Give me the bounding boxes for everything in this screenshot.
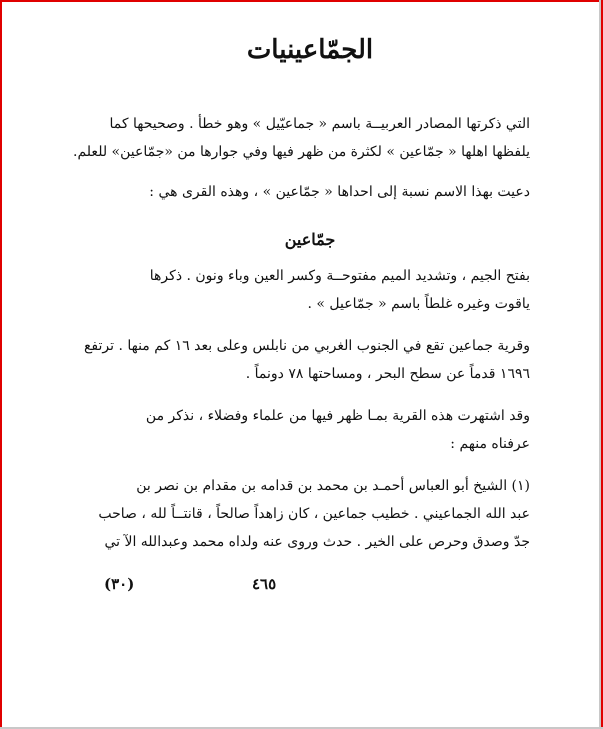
text-line: عبد الله الجماعيني . خطيب جماعين ، كان زاهداً صالحاً ، قانتــاً لله ، صاحب <box>98 506 530 522</box>
text-line: دعيت بهذا الاسم نسبة إلى احداها « جمّاعين » ، وهذه القرى هي : <box>149 184 530 200</box>
text-line: ١٦٩٦ قدماً عن سطح البحر ، ومساحتها ٧٨ دونماً . <box>245 366 530 382</box>
villages-paragraph <box>90 178 530 206</box>
sequence-number: (٣٠) <box>104 575 135 593</box>
text-line: التي ذكرتها المصادر العربيــة باسم « جماعيّيل » وهو خطأ . وصحيحها كما <box>109 116 530 132</box>
text-line: بفتح الجيم ، وتشديد الميم مفتوحــة وكسر العين وباء ونون . ذكرها <box>149 268 530 284</box>
location-paragraph <box>83 332 530 388</box>
scrollbar-edge <box>599 0 601 729</box>
text-line: وقرية جماعين تقع في الجنوب الغربي من نابلس وعلى بعد ١٦ كم منها . ترتفع <box>83 338 530 354</box>
pronunciation-paragraph <box>90 262 530 318</box>
text-line: جدّ وصدق وحرص على الخير . حدث وروى عنه ولداه محمد وعبدالله الآ تي <box>104 534 530 550</box>
biography-paragraph <box>90 472 530 556</box>
text-line: (١) الشيخ أبو العباس أحمـد بن محمد بن قدامه بن مقدام بن نصر بن <box>136 478 530 494</box>
text-line: عرفناه منهم : <box>450 436 530 452</box>
page-number: ٤٦٥ <box>252 575 277 593</box>
text-line: وقد اشتهرت هذه القرية بمـا ظهر فيها من علماء وفضلاء ، نذكر من <box>145 408 530 424</box>
text-line: يلفظها اهلها « جمّاعين » لكثرة من ظهر فيها وفي جوارها من «جمّاعين» للعلم. <box>73 144 530 160</box>
intro-paragraph <box>73 110 530 166</box>
page-footer <box>100 575 500 601</box>
page-title: الجمّاعينيات <box>246 35 374 65</box>
section-title: جمّاعين <box>284 230 336 249</box>
document-page <box>73 30 530 556</box>
scholars-paragraph <box>90 402 530 458</box>
text-line: ياقوت وغيره غلطاً باسم « جمّاعيل » . <box>307 296 530 312</box>
